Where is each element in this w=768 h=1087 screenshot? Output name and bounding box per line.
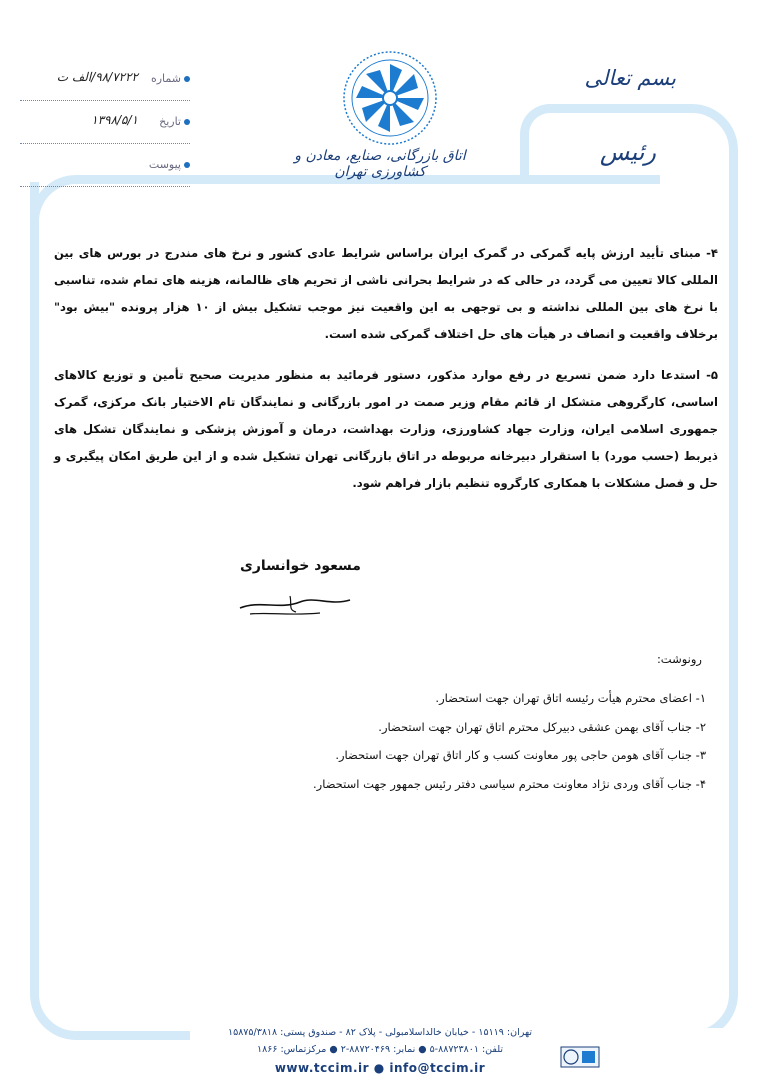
certification-badge-icon bbox=[560, 1046, 600, 1068]
letter-title: رئیس bbox=[599, 138, 656, 166]
meta-attachment-label: پیوست bbox=[148, 158, 181, 171]
meta-number-value: ۹۸/۷۲۲۲/الف ت bbox=[56, 70, 138, 84]
paragraph-4: ۴- مبنای تأیید ارزش پایه گمرکی در گمرک ایران براساس شرایط عادی کشور و نرخ های مندرج در بورس های بین المللی کالا تعیین می گردد، در حالی که در شرایط بحرانی ناشی از تحریم های ظالمانه، هزینه های تمام شده، تناسبی با نرخ های بین المللی نداشته و بی توجهی به این واقعیت نیز موجب تشکیل بیش از ۱۰ هزار پرونده "بیش بود" برخلاف واقعیت و انصاف در هیأت های حل اختلاف گمرکی شده است. bbox=[54, 246, 718, 341]
cc-item: ۴- جناب آقای وردی نژاد معاونت محترم سیاسی دفتر رئیس جمهور جهت استحضار. bbox=[313, 776, 706, 791]
meta-attachment bbox=[20, 146, 190, 187]
bullet-icon bbox=[184, 119, 190, 125]
letter-footer bbox=[200, 1024, 560, 1078]
bismillah: بسم تعالی bbox=[584, 66, 676, 90]
cc-title: رونوشت: bbox=[656, 652, 702, 666]
signatory-name: مسعود خوانساری bbox=[240, 558, 361, 574]
paragraph-5: ۵- استدعا دارد ضمن تسریع در رفع موارد مذکور، دستور فرمائید به منظور مدیریت صحیح تأمین و توزیع کالاهای اساسی، کارگروهی متشکل از قائم مقام وزیر صمت در امور بازرگانی و نمایندگان تام الاختیار بانک مرکزی، گمرک جمهوری اسلامی ایران، وزارت جهاد کشاورزی، وزارت بهداشت، درمان و آموزش پزشکی و نمایندگان تشکل های ذیربط (حسب مورد) با استقرار دبیرخانه مربوطه در اتاق بازرگانی تهران تشکیل شده و از این طریق امکان پیگیری و حل و فصل مشکلات با همکاری کارگروه تنظیم بازار فراهم شود. bbox=[54, 368, 718, 490]
meta-date-label: تاریخ bbox=[159, 115, 181, 128]
letter-meta bbox=[20, 60, 190, 189]
letter-heading bbox=[584, 66, 676, 90]
meta-number bbox=[20, 60, 190, 101]
cc-item: ۳- جناب آقای هومن حاجی پور معاونت کسب و کار اتاق تهران جهت استحضار. bbox=[335, 748, 706, 762]
meta-date bbox=[20, 103, 190, 144]
organization-name: اتاق بازرگانی، صنایع، معادن و کشاورزی تهران bbox=[294, 148, 466, 180]
footer-address: تهران: ۱۵۱۱۹ - خیابان خالداسلامبولی - پلاک ۸۲ - صندوق پستی: ۱۵۸۷۵/۳۸۱۸ bbox=[228, 1027, 532, 1038]
meta-date-value: ۱۳۹۸/۵/۱ bbox=[91, 113, 138, 127]
bullet-icon bbox=[184, 76, 190, 82]
bullet-icon bbox=[184, 162, 190, 168]
cc-item: ۱- اعضای محترم هیأت رئیسه اتاق تهران جهت استحضار. bbox=[435, 691, 706, 705]
footer-phones: تلفن: ۸۸۷۲۳۸۰۱-۵ ● نمابر: ۸۸۷۲۰۴۶۹-۲ ● مرکزتماس: ۱۸۶۶ bbox=[257, 1044, 503, 1055]
handwritten-signature-icon bbox=[230, 586, 360, 620]
letter-body bbox=[54, 240, 718, 511]
chamber-logo-icon bbox=[340, 48, 440, 148]
footer-web: www.tccim.ir ● info@tccim.ir bbox=[274, 1061, 486, 1075]
meta-number-label: شماره bbox=[150, 72, 181, 85]
cc-list bbox=[266, 684, 706, 798]
cc-item: ۲- جناب آقای بهمن عشقی دبیرکل محترم اتاق تهران جهت استحضار. bbox=[378, 719, 706, 734]
